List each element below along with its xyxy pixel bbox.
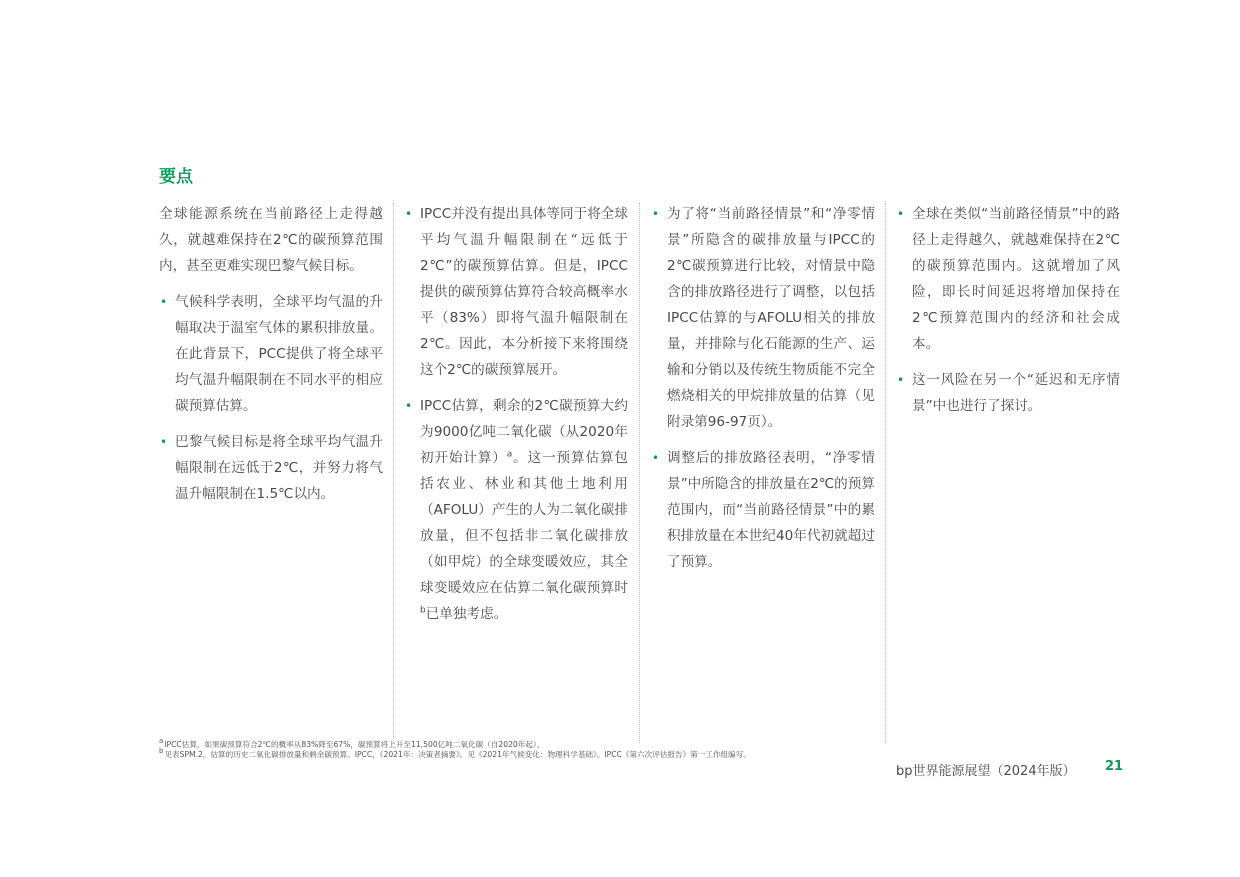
column-1	[159, 201, 383, 517]
list-item	[404, 393, 628, 627]
footnote-mark: b	[159, 747, 164, 756]
list-item	[404, 201, 628, 383]
column-4	[896, 201, 1120, 429]
list-item-text: IPCC并没有提出具体等同于将全球平均气温升幅限制在“远低于2℃”的碳预算估算。但是，IPCC提供的碳预算估算符合较高概率水平（83%）即将气温升幅限制在2℃。因此，本分析接下来将围绕这个2℃的碳预算展开。	[420, 206, 628, 378]
footnote-text: IPCC估算，如果碳预算符合2℃的概率从83%降至67%，碳预算将上升至11,500亿吨二氧化碳（自2020年起）。	[164, 740, 545, 749]
footnotes	[159, 737, 879, 760]
bullet-list	[896, 201, 1120, 419]
page-number: 21	[1105, 759, 1124, 774]
footnote-ref-a[interactable]: a	[506, 449, 513, 460]
bullet-icon: •	[405, 207, 413, 221]
list-item-text: 这一风险在另一个“延迟和无序情景”中也进行了探讨。	[912, 372, 1120, 414]
section-heading: 要点	[159, 167, 193, 187]
footnote-ref-b[interactable]: b	[420, 605, 426, 616]
publication-title: bp世界能源展望（2024年版）	[896, 764, 1076, 779]
bullet-list	[159, 289, 383, 507]
list-item-text: 调整后的排放路径表明，“净零情景”中所隐含的排放量在2℃的预算范围内，而“当前路径情景”中的累积排放量在本世纪40年代初就超过了预算。	[667, 450, 875, 570]
column-3	[651, 201, 875, 585]
list-item	[159, 289, 383, 419]
bullet-icon: •	[897, 373, 905, 387]
list-item-text-part: IPCC估算，剩余的2℃碳预算大约为9000亿吨二氧化碳（从2020年初开始计算）	[420, 398, 628, 466]
bullet-list	[651, 201, 875, 575]
list-item-text-part: 。这一预算估算包括农业、林业和其他土地利用（AFOLU）产生的人为二氧化碳排放量，但不包括非二氧化碳排放（如甲烷）的全球变暖效应，其全球变暖效应在估算二氧化碳预算时	[420, 450, 629, 596]
footnote-mark: a	[159, 737, 164, 746]
column-divider	[393, 203, 394, 743]
list-item	[651, 201, 875, 435]
bullet-icon: •	[160, 295, 168, 309]
list-item	[896, 367, 1120, 419]
footnote	[159, 737, 879, 750]
column-divider	[885, 203, 886, 743]
bullet-icon: •	[897, 207, 905, 221]
column-2	[404, 201, 628, 637]
bullet-icon: •	[405, 399, 413, 413]
footnote-text: 见表SPM.2。估算的历史二氧化碳排放量和剩余碳预算。IPCC，《2021年：决策者摘要》。见《2021年气候变化：物理科学基础》。IPCC《第六次评估报告》第一工作组编写。	[164, 750, 751, 759]
list-item-text: 全球在类似“当前路径情景”中的路径上走得越久，就越难保持在2℃的碳预算范围内。这就增加了风险，即长时间延迟将增加保持在2℃预算范围内的经济和社会成本。	[912, 206, 1120, 352]
column-divider	[639, 203, 640, 743]
list-item	[651, 445, 875, 575]
list-item	[159, 429, 383, 507]
list-item-text-part: 已单独考虑。	[425, 606, 508, 622]
list-item-text: 巴黎气候目标是将全球平均气温升幅限制在远低于2℃，并努力将气温升幅限制在1.5℃以内。	[175, 434, 383, 502]
list-item	[896, 201, 1120, 357]
footnote	[159, 747, 879, 760]
bullet-icon: •	[652, 451, 660, 465]
bullet-icon: •	[160, 435, 168, 449]
list-item-text: 气候科学表明，全球平均气温的升幅取决于温室气体的累积排放量。在此背景下，PCC提供了将全球平均气温升幅限制在不同水平的相应碳预算估算。	[175, 294, 383, 414]
intro-paragraph: 全球能源系统在当前路径上走得越久，就越难保持在2℃的碳预算范围内，甚至更难实现巴黎气候目标。	[159, 206, 383, 274]
bullet-list	[404, 201, 628, 627]
list-item-text: 为了将“当前路径情景”和“净零情景”所隐含的碳排放量与IPCC的2℃碳预算进行比较，对情景中隐含的排放路径进行了调整，以包括IPCC估算的与AFOLU相关的排放量，并排除与化石能源的生产、运输和分销以及传统生物质能不完全燃烧相关的甲烷排放量的估算（见附录第96-97页）。	[667, 206, 875, 430]
bullet-icon: •	[652, 207, 660, 221]
